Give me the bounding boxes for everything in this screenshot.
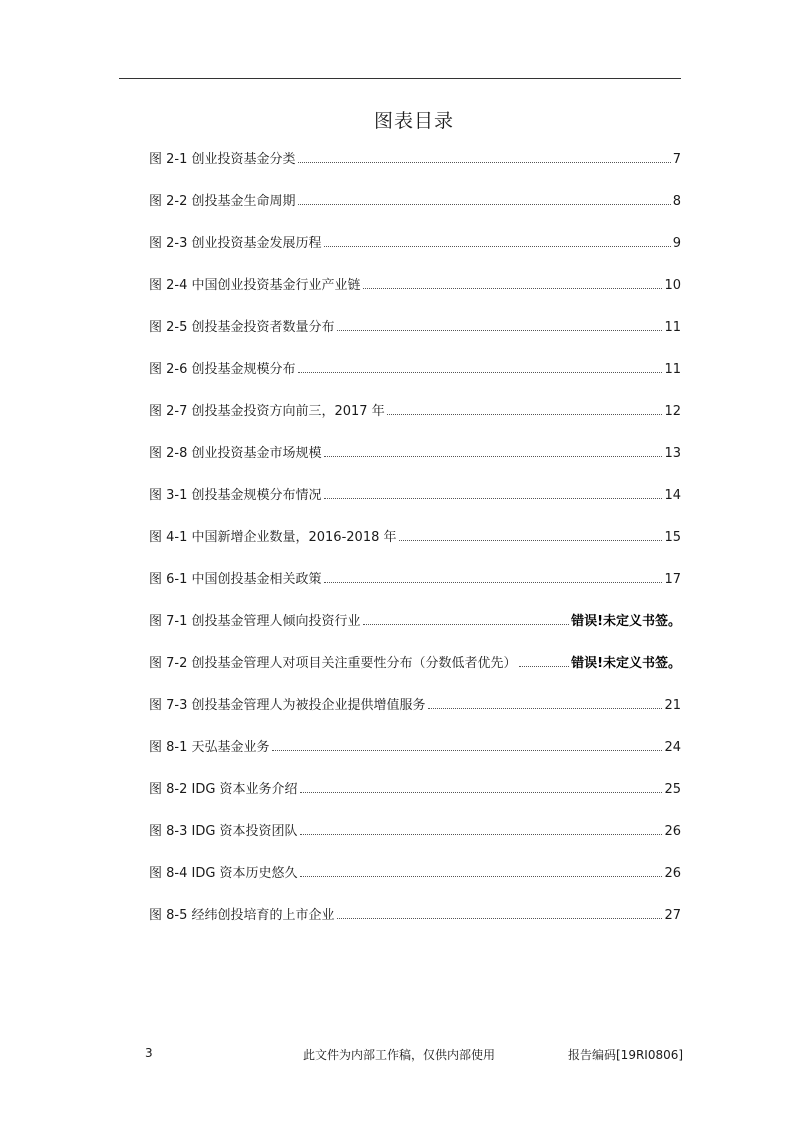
toc-entry[interactable] <box>149 863 681 905</box>
toc-entry-label: 图 7-2 创投基金管理人对项目关注重要性分布（分数低者优先） <box>149 656 517 671</box>
toc-dot-leader <box>298 150 671 163</box>
footer-notice: 此文件为内部工作稿，仅供内部使用 <box>303 1048 496 1062</box>
toc-dot-leader <box>300 780 663 793</box>
toc-entry-page: 11 <box>664 362 681 377</box>
toc-entry-label: 图 2-6 创投基金规模分布 <box>149 362 296 377</box>
toc-entry-page: 15 <box>664 530 681 545</box>
toc-dot-leader <box>300 822 663 835</box>
toc-entry[interactable] <box>149 611 681 653</box>
toc-entry[interactable] <box>149 821 681 863</box>
toc-entry-label: 图 4-1 中国新增企业数量，2016-2018 年 <box>149 530 397 545</box>
toc-entry[interactable] <box>149 527 681 569</box>
toc-entry-page: 25 <box>664 782 681 797</box>
toc-entry-error: 错误!未定义书签。 <box>571 614 681 629</box>
toc-dot-leader <box>337 906 663 919</box>
toc-dot-leader <box>300 864 663 877</box>
toc-entry[interactable] <box>149 149 681 191</box>
toc-entry[interactable] <box>149 653 681 695</box>
toc-entry-label: 图 8-2 IDG 资本业务介绍 <box>149 782 298 797</box>
toc-entry-label: 图 2-2 创投基金生命周期 <box>149 194 296 209</box>
toc-dot-leader <box>298 360 663 373</box>
toc-entry[interactable] <box>149 485 681 527</box>
toc-entry-page: 27 <box>664 908 681 923</box>
toc-dot-leader <box>519 654 570 667</box>
toc-entry-page: 14 <box>664 488 681 503</box>
toc-entry-label: 图 7-1 创投基金管理人倾向投资行业 <box>149 614 361 629</box>
toc-dot-leader <box>324 234 671 247</box>
toc-entry-page: 10 <box>664 278 681 293</box>
toc-entry-page: 17 <box>664 572 681 587</box>
figure-list <box>149 149 681 947</box>
toc-entry-label: 图 2-8 创业投资基金市场规模 <box>149 446 322 461</box>
page-title: 图表目录 <box>373 110 454 132</box>
toc-entry-label: 图 8-1 天弘基金业务 <box>149 740 270 755</box>
toc-entry-page: 11 <box>664 320 681 335</box>
toc-dot-leader <box>387 402 663 415</box>
toc-entry-page: 24 <box>664 740 681 755</box>
toc-dot-leader <box>428 696 663 709</box>
toc-entry-label: 图 7-3 创投基金管理人为被投企业提供增值服务 <box>149 698 426 713</box>
toc-dot-leader <box>363 276 663 289</box>
toc-entry[interactable] <box>149 359 681 401</box>
toc-entry-page: 21 <box>664 698 681 713</box>
toc-entry-error: 错误!未定义书签。 <box>571 656 681 671</box>
toc-entry[interactable] <box>149 905 681 947</box>
toc-entry-label: 图 8-5 经纬创投培育的上市企业 <box>149 908 335 923</box>
toc-entry-page: 8 <box>672 194 681 209</box>
footer-report-code: 报告编码[19RI0806] <box>568 1048 684 1062</box>
toc-entry-page: 26 <box>664 866 681 881</box>
toc-entry[interactable] <box>149 569 681 611</box>
toc-dot-leader <box>363 612 570 625</box>
toc-entry[interactable] <box>149 233 681 275</box>
toc-dot-leader <box>272 738 663 751</box>
toc-dot-leader <box>337 318 663 331</box>
toc-entry[interactable] <box>149 275 681 317</box>
toc-entry-label: 图 2-4 中国创业投资基金行业产业链 <box>149 278 361 293</box>
toc-entry[interactable] <box>149 737 681 779</box>
toc-dot-leader <box>324 486 663 499</box>
toc-entry-page: 7 <box>672 152 681 167</box>
toc-entry-label: 图 6-1 中国创投基金相关政策 <box>149 572 322 587</box>
toc-entry[interactable] <box>149 695 681 737</box>
toc-entry-label: 图 3-1 创投基金规模分布情况 <box>149 488 322 503</box>
toc-dot-leader <box>324 444 663 457</box>
toc-entry-label: 图 8-4 IDG 资本历史悠久 <box>149 866 298 881</box>
toc-entry[interactable] <box>149 401 681 443</box>
toc-entry[interactable] <box>149 443 681 485</box>
toc-entry-label: 图 2-1 创业投资基金分类 <box>149 152 296 167</box>
toc-entry-page: 12 <box>664 404 681 419</box>
toc-dot-leader <box>298 192 671 205</box>
footer-page-number: 3 <box>145 1046 153 1060</box>
toc-entry[interactable] <box>149 191 681 233</box>
toc-entry-label: 图 2-3 创业投资基金发展历程 <box>149 236 322 251</box>
toc-entry-page: 13 <box>664 446 681 461</box>
toc-entry[interactable] <box>149 779 681 821</box>
toc-entry-label: 图 2-5 创投基金投资者数量分布 <box>149 320 335 335</box>
toc-entry-label: 图 8-3 IDG 资本投资团队 <box>149 824 298 839</box>
toc-entry-page: 9 <box>672 236 681 251</box>
toc-entry[interactable] <box>149 317 681 359</box>
toc-dot-leader <box>324 570 663 583</box>
toc-dot-leader <box>399 528 663 541</box>
header-rule <box>119 78 681 79</box>
toc-entry-page: 26 <box>664 824 681 839</box>
toc-entry-label: 图 2-7 创投基金投资方向前三，2017 年 <box>149 404 385 419</box>
